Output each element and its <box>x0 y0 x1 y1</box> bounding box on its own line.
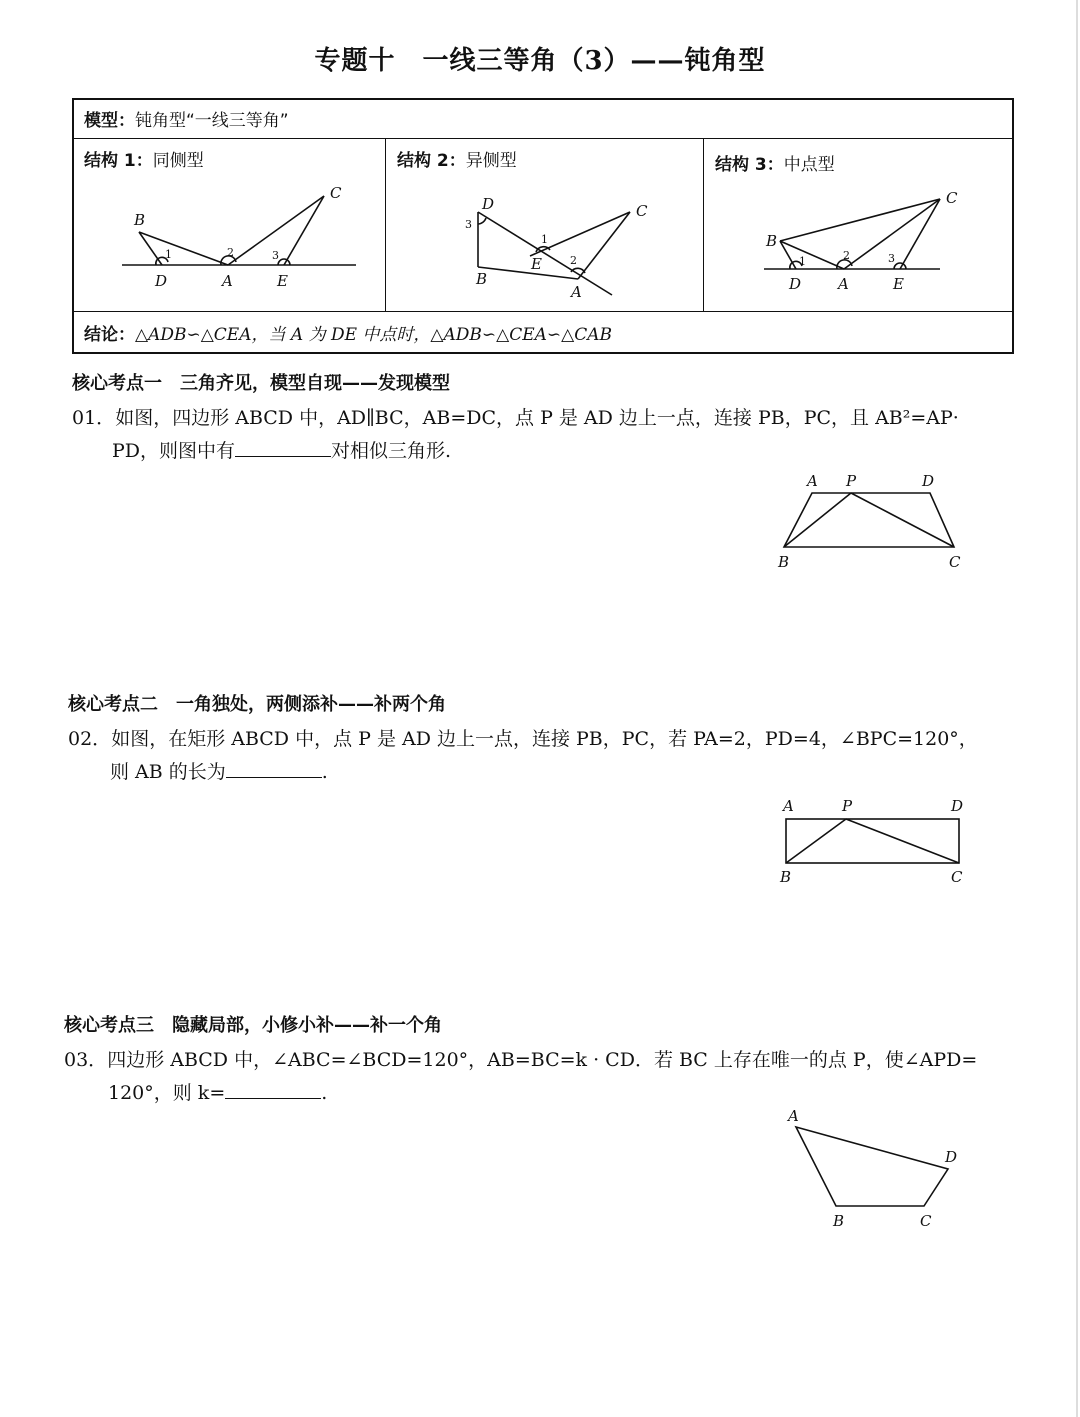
q3-label-c: C <box>920 1212 932 1230</box>
q2-label-b: B <box>780 868 792 886</box>
question-3-line2-pre: 120°，则 k= <box>108 1082 226 1104</box>
question-3-line2-post: . <box>321 1082 328 1104</box>
structure-1-name: 同侧型 <box>152 151 204 171</box>
s3-label-c: C <box>946 189 958 207</box>
s1-label-e: E <box>277 272 288 290</box>
structure-2-name: 异侧型 <box>465 151 517 171</box>
question-2-line1: 如图，在矩形 ABCD 中，点 P 是 AD 边上一点，连接 PB，PC，若 PA=2，PD=4，∠BPC=120°， <box>111 728 978 750</box>
section-2-heading: 核心考点二 一角独处，两侧添补——补两个角 <box>68 694 446 715</box>
question-2-line2-post: . <box>321 761 328 783</box>
s2-label-a: A <box>571 283 582 301</box>
structure-3-name: 中点型 <box>783 155 835 175</box>
s2-label-d: D <box>482 195 495 213</box>
question-1-line2-post: 对相似三角形. <box>331 440 452 462</box>
q2-label-a: A <box>783 797 794 815</box>
s3-num-1: 1 <box>799 255 806 268</box>
s2-label-c: C <box>636 202 648 220</box>
question-1-line2-pre: PD，则图中有 <box>112 440 236 462</box>
s1-num-1: 1 <box>165 248 172 261</box>
s2-num-2: 2 <box>570 254 577 267</box>
s1-label-b: B <box>134 211 146 229</box>
model-label: 模型： <box>84 111 135 131</box>
structure-3-label: 结构 3： <box>715 155 784 175</box>
s3-num-2: 2 <box>843 249 850 262</box>
q1-label-p: P <box>846 472 857 490</box>
question-1-line1: 如图，四边形 ABCD 中，AD∥BC，AB=DC，点 P 是 AD 边上一点，连接 PB，PC，且 AB²=AP· <box>115 407 959 429</box>
section-3-heading: 核心考点三 隐藏局部，小修小补——补一个角 <box>64 1015 442 1036</box>
s1-num-2: 2 <box>227 246 234 259</box>
s1-label-d: D <box>155 272 168 290</box>
question-2-line2-pre: 则 AB 的长为 <box>110 761 226 783</box>
q2-label-p: P <box>842 797 853 815</box>
s1-label-c: C <box>330 184 342 202</box>
q3-label-b: B <box>833 1212 845 1230</box>
s1-label-a: A <box>222 272 233 290</box>
model-text: 钝角型“一线三等角” <box>135 111 289 131</box>
s3-label-d: D <box>789 275 802 293</box>
q2-label-d: D <box>951 797 964 815</box>
section-1-heading: 核心考点一 三角齐见，模型自现——发现模型 <box>72 373 450 394</box>
s3-label-a: A <box>838 275 849 293</box>
s3-num-3: 3 <box>888 252 895 265</box>
structure-1-label: 结构 1： <box>84 151 153 171</box>
q1-label-b: B <box>778 553 790 571</box>
s3-label-e: E <box>893 275 904 293</box>
s3-label-b: B <box>766 232 778 250</box>
q3-quadrilateral <box>796 1127 948 1206</box>
s2-num-3: 3 <box>465 218 472 231</box>
s2-label-b: B <box>476 270 488 288</box>
question-3-line1: 四边形 ABCD 中，∠ABC=∠BCD=120°，AB=BC=k · CD．若 BC 上存在唯一的点 P，使∠APD= <box>107 1049 978 1071</box>
q1-label-a: A <box>807 472 818 490</box>
page-title: 专题十 一线三等角（3）——钝角型 <box>314 46 766 76</box>
q2-label-c: C <box>951 868 963 886</box>
q1-label-c: C <box>949 553 961 571</box>
q3-label-d: D <box>945 1148 958 1166</box>
s2-num-1: 1 <box>541 233 548 246</box>
question-3-number: 03． <box>64 1049 108 1071</box>
s2-label-e: E <box>531 255 542 273</box>
question-1-number: 01． <box>72 407 116 429</box>
conclusion-text: △ADB∽△CEA，当 A 为 DE 中点时，△ADB∽△CEA∽△CAB <box>135 325 612 345</box>
q1-label-d: D <box>922 472 935 490</box>
question-2-number: 02． <box>68 728 112 750</box>
q3-label-a: A <box>788 1107 799 1125</box>
s1-num-3: 3 <box>272 249 279 262</box>
conclusion-label: 结论： <box>84 325 135 345</box>
structure-2-label: 结构 2： <box>397 151 466 171</box>
